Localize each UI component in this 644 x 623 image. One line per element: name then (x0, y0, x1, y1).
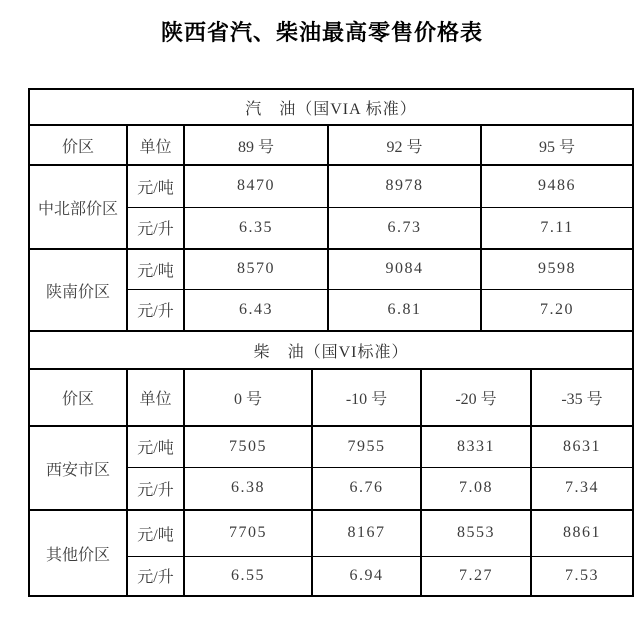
column-header-unit: 单位 (127, 125, 184, 165)
price-cell: 7955 (312, 426, 421, 467)
column-header-grade-92: 92 号 (328, 125, 481, 165)
price-cell: 6.76 (312, 467, 421, 510)
price-cell: 8861 (531, 510, 633, 556)
unit-cell: 元/吨 (127, 249, 184, 289)
price-cell: 8167 (312, 510, 421, 556)
unit-cell: 元/吨 (127, 426, 184, 467)
price-cell: 7505 (184, 426, 312, 467)
column-header-grade-89: 89 号 (184, 125, 328, 165)
unit-cell: 元/吨 (127, 510, 184, 556)
price-cell: 6.73 (328, 207, 481, 249)
column-header-grade-minus20: -20 号 (421, 369, 531, 426)
price-cell: 7.11 (481, 207, 633, 249)
price-cell: 8631 (531, 426, 633, 467)
price-cell: 7.34 (531, 467, 633, 510)
region-cell: 中北部价区 (29, 165, 127, 249)
price-cell: 9598 (481, 249, 633, 289)
region-cell: 其他价区 (29, 510, 127, 596)
price-cell: 7.08 (421, 467, 531, 510)
price-cell: 9084 (328, 249, 481, 289)
column-header-region: 价区 (29, 369, 127, 426)
price-cell: 8978 (328, 165, 481, 207)
price-cell: 7.20 (481, 289, 633, 331)
price-cell: 8470 (184, 165, 328, 207)
price-cell: 6.38 (184, 467, 312, 510)
price-cell: 6.94 (312, 556, 421, 596)
price-cell: 8553 (421, 510, 531, 556)
column-header-grade-0: 0 号 (184, 369, 312, 426)
region-cell: 陕南价区 (29, 249, 127, 331)
price-cell: 8331 (421, 426, 531, 467)
price-cell: 6.81 (328, 289, 481, 331)
price-cell: 8570 (184, 249, 328, 289)
price-cell: 7.27 (421, 556, 531, 596)
column-header-region: 价区 (29, 125, 127, 165)
price-cell: 7705 (184, 510, 312, 556)
diesel-section-header: 柴 油（国VI标准） (29, 332, 633, 369)
unit-cell: 元/吨 (127, 165, 184, 207)
price-table-diesel (28, 332, 634, 597)
unit-cell: 元/升 (127, 207, 184, 249)
column-header-unit: 单位 (127, 369, 184, 426)
price-table (28, 88, 632, 597)
page-title: 陕西省汽、柴油最高零售价格表 (160, 20, 483, 45)
price-cell: 9486 (481, 165, 633, 207)
price-cell: 6.35 (184, 207, 328, 249)
column-header-grade-minus35: -35 号 (531, 369, 633, 426)
unit-cell: 元/升 (127, 556, 184, 596)
region-cell: 西安市区 (29, 426, 127, 510)
gasoline-section-header: 汽 油（国VIA 标准） (29, 89, 633, 125)
price-cell: 6.55 (184, 556, 312, 596)
price-cell: 7.53 (531, 556, 633, 596)
price-table-gasoline (28, 88, 634, 332)
price-cell: 6.43 (184, 289, 328, 331)
unit-cell: 元/升 (127, 289, 184, 331)
column-header-grade-minus10: -10 号 (312, 369, 421, 426)
unit-cell: 元/升 (127, 467, 184, 510)
column-header-grade-95: 95 号 (481, 125, 633, 165)
